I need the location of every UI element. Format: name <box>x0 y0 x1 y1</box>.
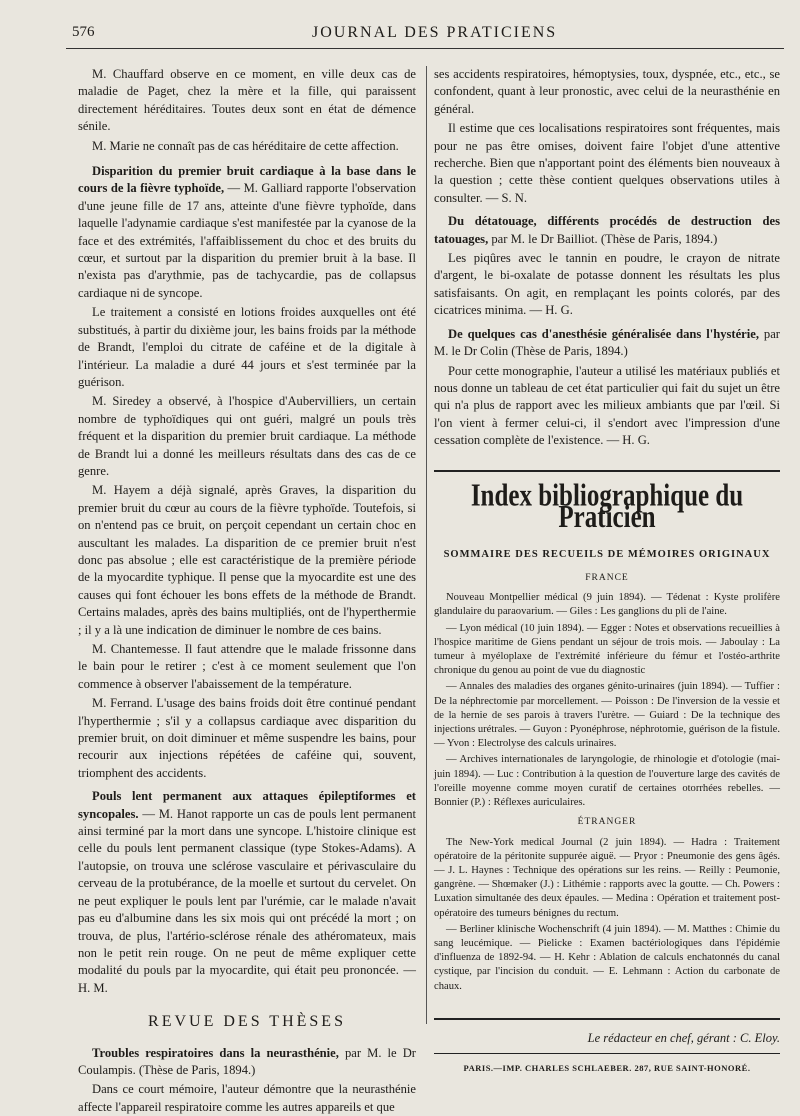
index-title: Index bibliographique du Praticien <box>470 478 744 535</box>
index-entry: — Lyon médical (10 juin 1894). — Egger : Notes et observations recueillies à l'hospice maritime de Giens pendant un séjour de trois mois. — Jaboulay : La tumeur à myéloplaxe de l'extrémité inférieure du fémur et l'ostéo-arthrite chronique du genou au point de vue du diagnostic <box>434 622 780 677</box>
revue-des-theses-title: REVUE DES THÈSES <box>148 1013 346 1031</box>
column-divider <box>426 66 427 1024</box>
page-number: 576 <box>72 24 95 40</box>
section-paragraph <box>434 213 780 248</box>
index-entry: Nouveau Montpellier médical (9 juin 1894). — Tédenat : Kyste prolifère glandulaire du paraovarium. — Giles : Les ganglions du pli de l'aine. <box>434 592 780 618</box>
redacteur-signature: Le rédacteur en chef, gérant : C. Eloy. <box>434 1018 780 1047</box>
section-heading: Du détatouage, différents procédés de destruction des tatouages, <box>434 214 780 246</box>
index-entries-etranger <box>434 836 780 994</box>
index-entry: — Berliner klinische Wochenschrift (4 juin 1894). — M. Matthes : Chimie du sang leucémique. — Pielicke : Examen bactériologiques dans l'épidémie d'influenza de 1892-94. — H. Kehr : Ablation de calculs enchatonnés du canal cystique, par l'incision du conduit. — E. Lehmann : Action du carbonate de chaux. <box>434 923 780 992</box>
imprimerie-line: PARIS.—IMP. CHARLES SCHLAEBER. 287, RUE SAINT-HONORÉ. <box>434 1053 780 1077</box>
section-body: par M. le Dr Colin (Thèse de Paris, 1894.) <box>434 326 780 359</box>
section-paragraph <box>78 788 416 997</box>
sommaire-heading: SOMMAIRE DES RECUEILS DE MÉMOIRES ORIGINAUX <box>443 549 771 561</box>
section-heading: Pouls lent permanent aux attaques épileptiformes et syncopales. <box>78 789 416 821</box>
index-entries-france <box>434 591 780 810</box>
index-entry: — Archives internationales de laryngologie, de rhinologie et d'otologie (mai-juin 1894). — Luc : Contribution à la question de l'ouverture large des cavités de l'oreille moyenne comme moyen curatif de certaines otorrhées rebelles. — Bonnier (P.) : Réflexes auriculaires. <box>434 754 780 808</box>
section-heading: Troubles respiratoires dans la neurasthénie, <box>92 1045 339 1060</box>
paragraph: Pour cette monographie, l'auteur a utilisé les matériaux publiés et nous donne un tableau de cet état particulier qui fait du sujet un être qui n'a plus de rapport avec les milieux ambiants que par l'œil. Si l'on vient à fermer celui-ci, il s'endort avec l'impression d'une cessation complète de l'existence. — H. G. <box>434 363 780 448</box>
header-rule <box>66 48 784 49</box>
paragraph: Il estime que ces localisations respiratoires sont fréquentes, mais pour ne pas être omises, doivent faire l'objet d'une attentive recherche. Bien que n'apportant point des éléments bien nouveaux à la question ; cette thèse contient quelques observations utiles à consulter. — S. N. <box>434 121 780 205</box>
index-entry: — Annales des maladies des organes génito-urinaires (juin 1894). — Tuffier : De la néphrectomie par morcellement. — Poisson : De l'inversion de la vessie et de la hernie de ses parois à travers l'urètre. — Guiard : De la technique des injections urétrales. — Guyon : Pyonéphrose, néphrotomie, guérison de la fistule. — Yvon : Electrolyse des calculs urinaires. <box>434 681 780 750</box>
section-paragraph <box>434 326 780 361</box>
paragraph: M. Siredey a observé, à l'hospice d'Aubervilliers, un certain nombre de typhoïdiques qui ont guéri, malgré un pouls très fréquent et la disparition du premier bruit cardiaque. La méthode de Brandt lui a donné les meilleurs résultats dans des cas de ce genre. <box>78 394 416 478</box>
paragraph: M. Chauffard observe en ce moment, en ville deux cas de maladie de Paget, chez la mère et la fille, qui paraissent directement héréditaires. Toutes deux sont en état de démence sénile. <box>78 67 416 134</box>
country-heading-france: FRANCE <box>585 572 629 583</box>
section-paragraph <box>78 1045 416 1080</box>
page-header <box>72 14 772 44</box>
section-heading: De quelques cas d'anesthésie généralisée dans l'hystérie, <box>448 326 760 341</box>
left-column <box>78 66 416 1116</box>
section-body: — M. Hanot rapporte un cas de pouls lent permanent ainsi terminé par la mort dans une syncope. L'histoire clinique est celle du pouls lent permanent classique (type Stokes-Adams). A l'autopsie, on trouva une sclérose vasculaire et périvasculaire du cerveau de la protubérance, de la moelle et surtout du cervelet. On ne peut expliquer le pouls lent par l'urémie, car le malade n'avait pas eu d'albumine dans les six mois qui ont précédé la mort ; on trouva, de plus, l'artério-sclérose rénale des athéromateux, mais non le petit rein rouge. On ne peut de même expliquer cette modalité du pouls par la myocardite, qui était peu prononcée. — H. M. <box>78 806 416 995</box>
paragraph: M. Chantemesse. Il faut attendre que le malade frissonne dans le bain pour le retirer ; c'est à ce moment seulement que l'on commence à observer l'abaissement de la température. <box>78 642 416 691</box>
paragraph: Les piqûres avec le tannin en poudre, le crayon de nitrate d'argent, le bi-oxalate de potasse donnent les résultats les plus satisfaisants. On agit, en remplaçant les points colorés, par des cicatrices minima. — H. G. <box>434 251 780 318</box>
paragraph: Le traitement a consisté en lotions froides auxquelles ont été substitués, à partir du dixième jour, les bains froids par la méthode de Brandt, l'emploi du citrate de caféine et de la digitale à l'intérieur. La maladie a duré 44 jours et s'est terminée par la guérison. <box>78 305 416 389</box>
journal-title: JOURNAL DES PRATICIENS <box>312 24 558 41</box>
index-bibliographique <box>434 470 780 994</box>
section-body: — M. Galliard rapporte l'observation d'une jeune fille de 17 ans, atteinte d'une fièvre typhoïde, dans laquelle l'adynamie cardiaque s'est manifestée par la cyanose de la face et des extrémités, l'affaiblissement du choc et des bruits du cœur, et surtout par la disparition du premier bruit à la base. Il n'exista pas d'arythmie, pas de tachycardie, pas de collapsus cardiaque ni de syncope. <box>78 181 416 300</box>
paragraph: M. Marie ne connaît pas de cas héréditaire de cette affection. <box>92 138 399 153</box>
index-entry: The New-York medical Journal (2 juin 1894). — Hadra : Traitement opératoire de la péritonite suppurée aiguë. — Pryor : Pneumonie des gens âgés. — J. L. Haynes : Technique des opérations sur les reins. — Reilly : Peumonie, gangrène. — Shœmaker (J.) : Lithémie : rapports avec la goutte. — Ch. Powers : Luxation simultanée des deux épaules. — Medina : Opération et traitement post-opératoire des tumeurs bénignes du rectum. <box>434 836 780 919</box>
country-heading-etranger: ÉTRANGER <box>577 817 637 828</box>
section-paragraph <box>78 163 416 302</box>
section-body: par M. le Dr Bailliot. (Thèse de Paris, 1894.) <box>488 231 718 246</box>
section-body: par M. le Dr Coulampis. (Thèse de Paris, 1894.) <box>78 1045 416 1077</box>
paragraph: M. Ferrand. L'usage des bains froids doit être continué pendant l'hyperthermie ; s'il y a collapsus cardiaque avec disparition du premier bruit, on doit diminuer et même suspendre les bains, pour recourir aux injections répétées de caféine qui, souvent, triomphent des accidents. <box>78 696 416 780</box>
index-top-rule <box>434 470 780 472</box>
paragraph: M. Hayem a déjà signalé, après Graves, la disparition du premier bruit du cœur au cours de la fièvre typhoïde. Toutefois, si on n'entend pas ce bruit, on perçoit cependant un certain choc en auscultant les malades. La disparition de ce premier bruit n'est donc pas absolue ; elle est caractéristique de la première période de la myocardite typhique. Il pense que la myocardite est une des causes qui font échouer les bons effets de la méthode de Brandt. Certains malades, après des bains multipliés, ont de l'hyperthermie ; il y a là une indication de diminuer le nombre de ces bains. <box>78 483 416 637</box>
right-column <box>434 66 780 1078</box>
paragraph: Dans ce court mémoire, l'auteur démontre que la neurasthénie affecte l'appareil respiratoire comme les autres appareils et que <box>78 1082 416 1114</box>
section-heading: Disparition du premier bruit cardiaque à la base dans le cours de la fièvre typhoïde, <box>78 164 416 196</box>
paragraph: ses accidents respiratoires, hémoptysies, toux, dyspnée, etc., etc., se confondent, quant à leur pronostic, avec celui de la neurasthénie en général. <box>434 67 780 116</box>
